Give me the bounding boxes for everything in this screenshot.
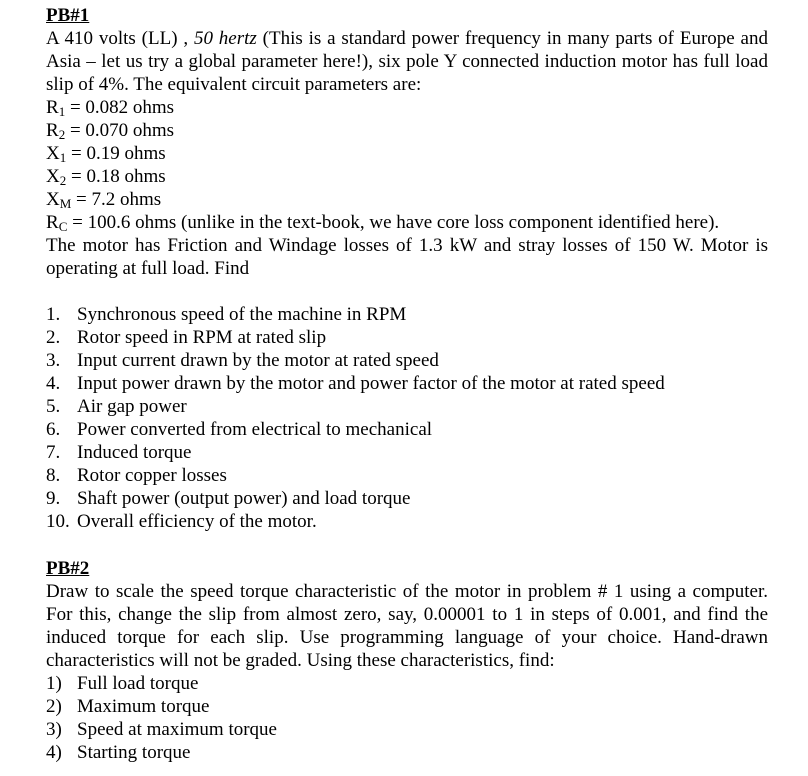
list-item xyxy=(46,326,768,349)
pb1-question-list xyxy=(46,303,768,533)
pb1-intro-frequency: 50 hertz xyxy=(193,28,257,49)
list-item xyxy=(46,418,768,441)
list-number: 9. xyxy=(46,488,61,509)
param-symbol: X xyxy=(46,166,60,187)
list-number: 6. xyxy=(46,419,61,440)
param-symbol: R xyxy=(46,97,59,118)
list-item xyxy=(46,672,768,695)
list-number: 1) xyxy=(46,673,62,694)
list-item xyxy=(46,441,768,464)
pb1-intro xyxy=(46,27,768,96)
param-rc xyxy=(46,211,768,234)
spacer xyxy=(46,280,768,303)
list-number: 3) xyxy=(46,719,62,740)
param-symbol: R xyxy=(46,212,59,233)
list-number: 7. xyxy=(46,442,61,463)
list-text: Full load torque xyxy=(77,673,199,694)
pb1-intro-a: A 410 volts (LL) , xyxy=(46,28,194,49)
list-number: 1. xyxy=(46,304,61,325)
list-text: Starting torque xyxy=(77,742,191,763)
param-subscript: M xyxy=(59,196,72,211)
list-number: 2) xyxy=(46,696,62,717)
list-item xyxy=(46,303,768,326)
list-item xyxy=(46,349,768,372)
list-number: 8. xyxy=(46,465,61,486)
pb1-losses-text: The motor has Friction and Windage losses of 1.3 kW and stray losses of 150 W. Motor is operating at full load. Find xyxy=(46,235,768,279)
param-value: = 0.19 ohms xyxy=(66,143,166,164)
list-text: Rotor copper losses xyxy=(77,465,227,486)
list-item xyxy=(46,718,768,741)
list-item xyxy=(46,372,768,395)
list-text: Overall efficiency of the motor. xyxy=(77,511,317,532)
param-value: = 100.6 ohms (unlike in the text-book, we have core loss component identified here). xyxy=(67,212,720,233)
pb2-question-list xyxy=(46,672,768,764)
param-x2 xyxy=(46,165,768,188)
param-subscript: 1 xyxy=(59,150,67,165)
param-symbol: R xyxy=(46,120,59,141)
list-number: 4) xyxy=(46,742,62,763)
pb1-heading: PB#1 xyxy=(46,5,90,26)
list-text: Shaft power (output power) and load torque xyxy=(77,488,411,509)
list-text: Input current drawn by the motor at rated speed xyxy=(77,350,439,371)
list-text: Maximum torque xyxy=(77,696,210,717)
param-xm xyxy=(46,188,768,211)
pb1-intro-b: (This is a standard power frequency in many parts of Europe and Asia – let us try a global parameter here!), six pole Y connected induction motor has full load slip of 4%. The equivalent circuit parameters are: xyxy=(46,28,768,95)
list-item xyxy=(46,487,768,510)
param-subscript: C xyxy=(58,219,68,234)
list-number: 10. xyxy=(46,511,70,532)
pb2-body: Draw to scale the speed torque characteristic of the motor in problem # 1 using a computer. For this, change the slip from almost zero, say, 0.00001 to 1 in steps of 0.001, and find the induced torque for each slip. Use programming language of your choice. Hand-drawn characteristics will not be graded. Using these characteristics, find: xyxy=(46,581,768,671)
list-text: Induced torque xyxy=(77,442,192,463)
list-item xyxy=(46,510,768,533)
param-subscript: 1 xyxy=(58,104,66,119)
param-r2 xyxy=(46,119,768,142)
param-subscript: 2 xyxy=(58,127,66,142)
param-value: = 0.070 ohms xyxy=(65,120,175,141)
document-page xyxy=(46,4,768,764)
list-number: 4. xyxy=(46,373,61,394)
param-x1 xyxy=(46,142,768,165)
list-item xyxy=(46,395,768,418)
list-item xyxy=(46,464,768,487)
parameter-list xyxy=(46,96,768,234)
list-text: Rotor speed in RPM at rated slip xyxy=(77,327,327,348)
param-subscript: 2 xyxy=(59,173,67,188)
list-text: Synchronous speed of the machine in RPM xyxy=(77,304,407,325)
list-item xyxy=(46,695,768,718)
list-number: 5. xyxy=(46,396,61,417)
list-item xyxy=(46,741,768,764)
list-number: 3. xyxy=(46,350,61,371)
param-value: = 0.18 ohms xyxy=(66,166,166,187)
pb2-section xyxy=(46,557,768,764)
param-value: = 0.082 ohms xyxy=(65,97,175,118)
param-r1 xyxy=(46,96,768,119)
param-value: = 7.2 ohms xyxy=(71,189,162,210)
list-text: Power converted from electrical to mechanical xyxy=(77,419,433,440)
list-text: Speed at maximum torque xyxy=(77,719,277,740)
list-text: Input power drawn by the motor and power factor of the motor at rated speed xyxy=(77,373,665,394)
param-symbol: X xyxy=(46,189,60,210)
param-symbol: X xyxy=(46,143,60,164)
pb2-heading: PB#2 xyxy=(46,558,90,579)
list-number: 2. xyxy=(46,327,61,348)
list-text: Air gap power xyxy=(77,396,187,417)
